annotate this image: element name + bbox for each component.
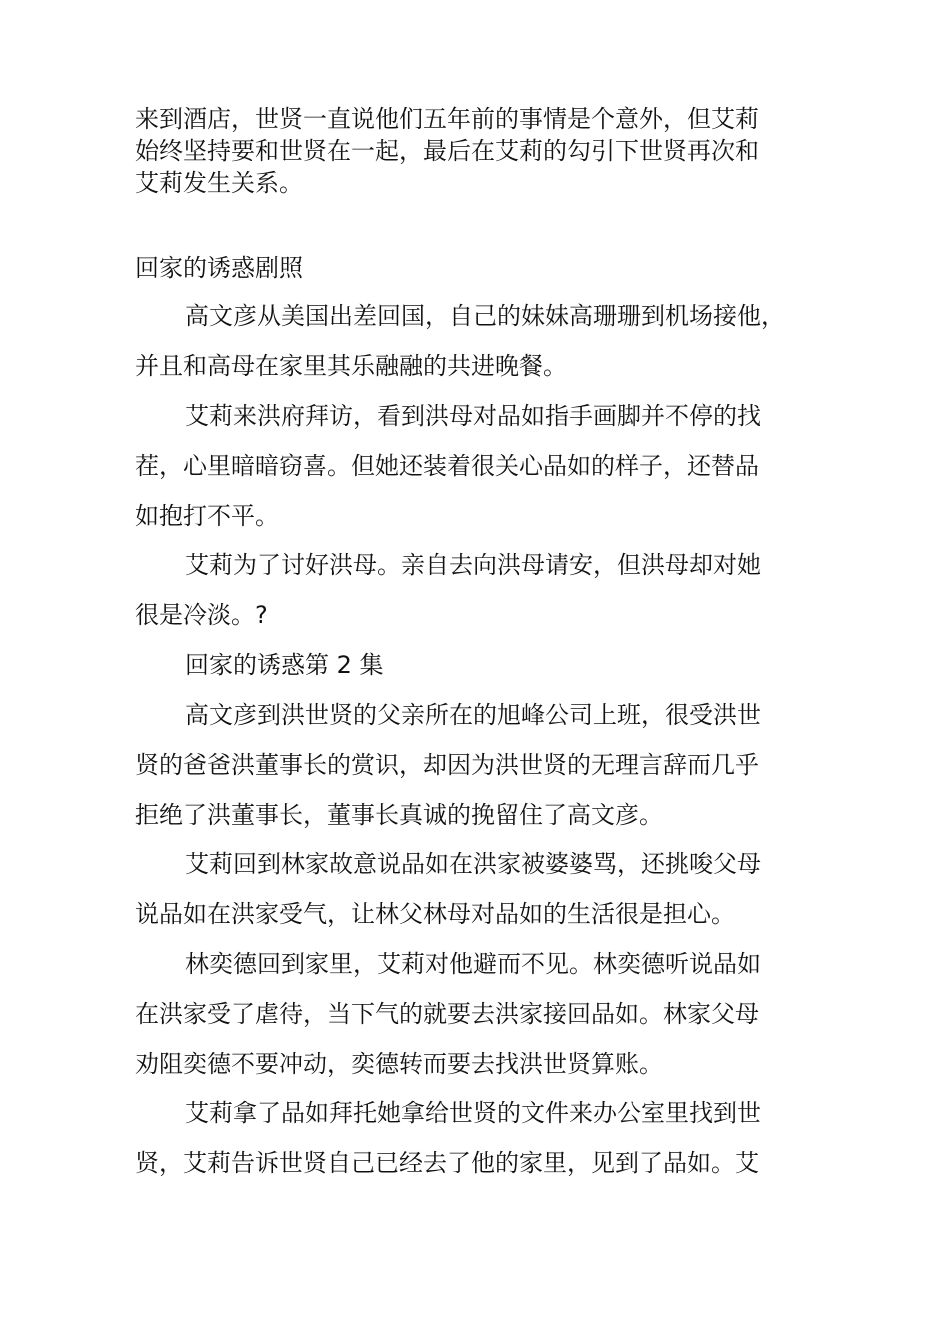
paragraph-3 xyxy=(135,549,815,631)
paragraph-2-line-1: 艾莉来洪府拜访，看到洪母对品如指手画脚并不停的找 xyxy=(185,402,761,430)
section1-title: 回家的诱惑剧照 xyxy=(135,254,303,282)
paragraph-3-line-1: 艾莉为了讨好洪母。亲自去向洪母请安，但洪母却对她 xyxy=(185,551,761,579)
paragraph-1-line-2: 并且和高母在家里其乐融融的共进晚餐。 xyxy=(135,352,567,380)
paragraph-5-line-1: 艾莉回到林家故意说品如在洪家被婆婆骂，还挑唆父母 xyxy=(185,850,761,878)
paragraph-6-line-2: 在洪家受了虐待，当下气的就要去洪家接回品如。林家父母 xyxy=(135,1000,759,1028)
paragraph-6-line-1: 林奕德回到家里，艾莉对他避而不见。林奕德听说品如 xyxy=(185,950,761,978)
section2-heading xyxy=(135,649,815,681)
paragraph-7-line-2: 贤，艾莉告诉世贤自己已经去了他的家里，见到了品如。艾 xyxy=(135,1149,759,1177)
paragraph-2 xyxy=(135,400,815,532)
paragraph-7 xyxy=(135,1097,815,1179)
paragraph-6 xyxy=(135,948,815,1080)
intro-paragraph xyxy=(135,103,815,199)
paragraph-1 xyxy=(135,300,815,382)
paragraph-2-line-2: 茬，心里暗暗窃喜。但她还装着很关心品如的样子，还替品 xyxy=(135,452,759,480)
paragraph-2-line-3: 如抱打不平。 xyxy=(135,502,279,530)
paragraph-7-line-1: 艾莉拿了品如拜托她拿给世贤的文件来办公室里找到世 xyxy=(185,1099,761,1127)
paragraph-5 xyxy=(135,848,815,930)
paragraph-3-line-2: 很是冷淡。? xyxy=(135,601,268,629)
paragraph-6-line-3: 劝阻奕德不要冲动，奕德转而要去找洪世贤算账。 xyxy=(135,1050,663,1078)
section1-heading xyxy=(135,252,815,284)
paragraph-1-line-1: 高文彦从美国出差回国，自己的妹妹高珊珊到机场接他， xyxy=(185,302,785,330)
section2-title: 回家的诱惑第 2 集 xyxy=(185,651,384,679)
intro-line-2: 始终坚持要和世贤在一起，最后在艾莉的勾引下世贤再次和 xyxy=(135,137,759,165)
paragraph-4-line-1: 高文彦到洪世贤的父亲所在的旭峰公司上班，很受洪世 xyxy=(185,701,761,729)
intro-line-1: 来到酒店，世贤一直说他们五年前的事情是个意外，但艾莉 xyxy=(135,105,759,133)
paragraph-4-line-3: 拒绝了洪董事长，董事长真诚的挽留住了高文彦。 xyxy=(135,801,663,829)
paragraph-4-line-2: 贤的爸爸洪董事长的赏识，却因为洪世贤的无理言辞而几乎 xyxy=(135,751,759,779)
paragraph-5-line-2: 说品如在洪家受气，让林父林母对品如的生活很是担心。 xyxy=(135,900,735,928)
paragraph-4 xyxy=(135,699,815,831)
intro-line-3: 艾莉发生关系。 xyxy=(135,169,303,197)
